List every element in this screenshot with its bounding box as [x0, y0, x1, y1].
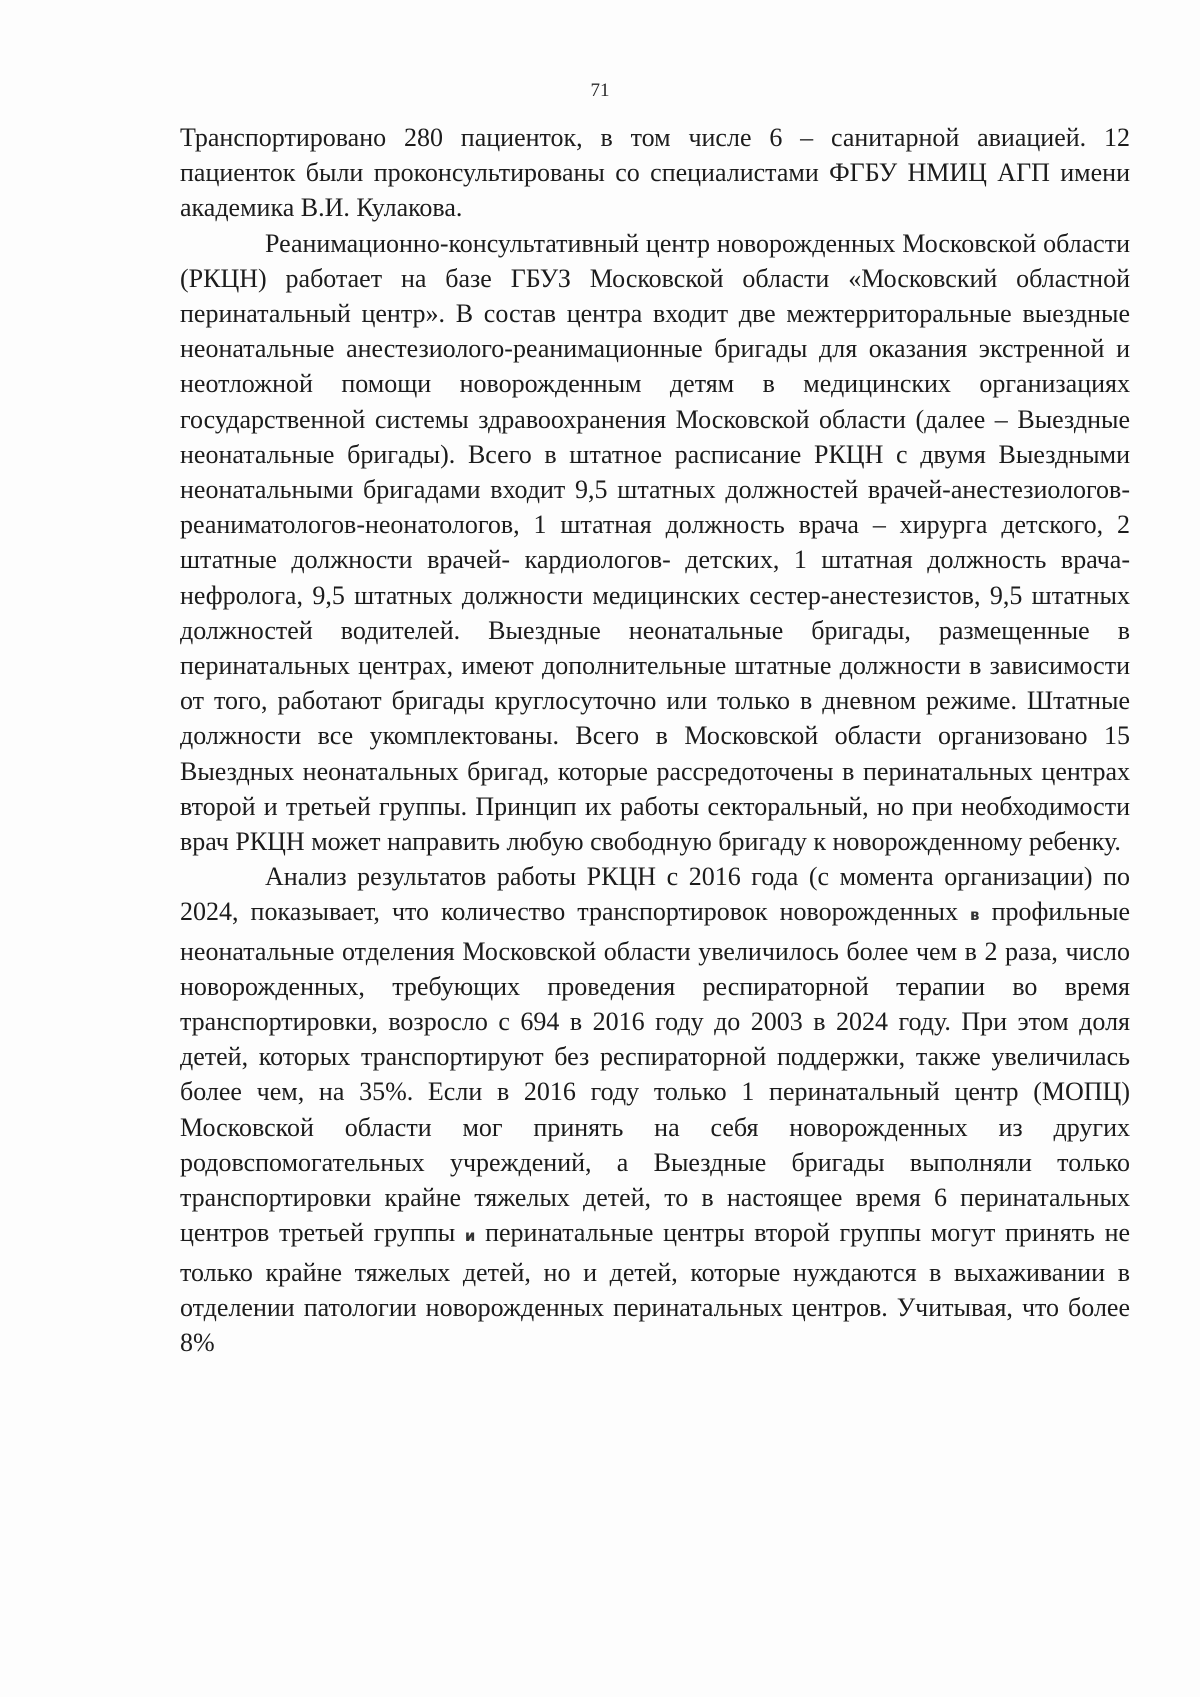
analysis-text-part-3: перинатальные центры второй группы могут принять не только крайне тяжелых детей, но и детей, которые нуждаются в выхаживании в отделении патологии новорожденных перинатальных центров. Учитывая, что более 8% — [180, 1218, 1131, 1357]
page-number: 71 — [590, 80, 610, 101]
handwritten-insertion-i: и — [464, 1227, 476, 1246]
analysis-text-part-1: Анализ результатов работы РКЦН с 2016 года (с момента организации) по 2024, показывает, что количество транспортировок новорожденных — [180, 862, 1130, 927]
paragraph-transport-summary: Транспортировано 280 пациенток, в том числе 6 – санитарной авиацией. 12 пациенток были проконсультированы со специалистами ФГБУ НМИЦ АГП имени академика В.И. Кулакова. — [180, 123, 1130, 223]
body-text — [180, 120, 1130, 1360]
analysis-text-part-2: профильные неонатальные отделения Московской области увеличилось более чем в 2 раза, число новорожденных, требующих проведения респираторной терапии во время транспортировки, возросло с 694 в 2016 году до 2003 в 2024 году. При этом доля детей, которых транспортируют без респираторной поддержки, также увеличилась более чем, на 35%. Если в 2016 году только 1 перинатальный центр (МОПЦ) Московской области мог принять на себя новорожденных из других родовспомогательных учреждений, а Выездные бригады выполняли только транспортировки крайне тяжелых детей, то в настоящее время 6 перинатальных центров третьей группы — [180, 897, 1131, 1248]
paragraph-rkcn-analysis — [180, 859, 1130, 1360]
handwritten-insertion-v: в — [970, 906, 980, 925]
paragraph-rkcn-description: Реанимационно-консультативный центр новорожденных Московской области (РКЦН) работает на базе ГБУЗ Московской области «Московский областной перинатальный центр». В состав центра входит две межтерриторальные выездные неонатальные анестезиолого-реанимационные бригады для оказания экстренной и неотложной помощи новорожденным детям в медицинских организациях государственной системы здравоохранения Московской области (далее – Выездные неонатальные бригады). Всего в штатное расписание РКЦН с двумя Выездными неонатальными бригадами входит 9,5 штатных должностей врачей-анестезиологов-реаниматологов-неонатологов, 1 штатная должность врача – хирурга детского, 2 штатные должности врачей- кардиологов- детских, 1 штатная должность врача-нефролога, 9,5 штатных должности медицинских сестер-анестезистов, 9,5 штатных должностей водителей. Выездные неонатальные бригады, размещенные в перинатальных центрах, имеют дополнительные штатные должности в зависимости от того, работают бригады круглосуточно или только в дневном режиме. Штатные должности все укомплектованы. Всего в Московской области организовано 15 Выездных неонатальных бригад, которые рассредоточены в перинатальных центрах второй и третьей группы. Принцип их работы секторальный, но при необходимости врач РКЦН может направить любую свободную бригаду к новорожденному ребенку. — [180, 228, 1130, 857]
